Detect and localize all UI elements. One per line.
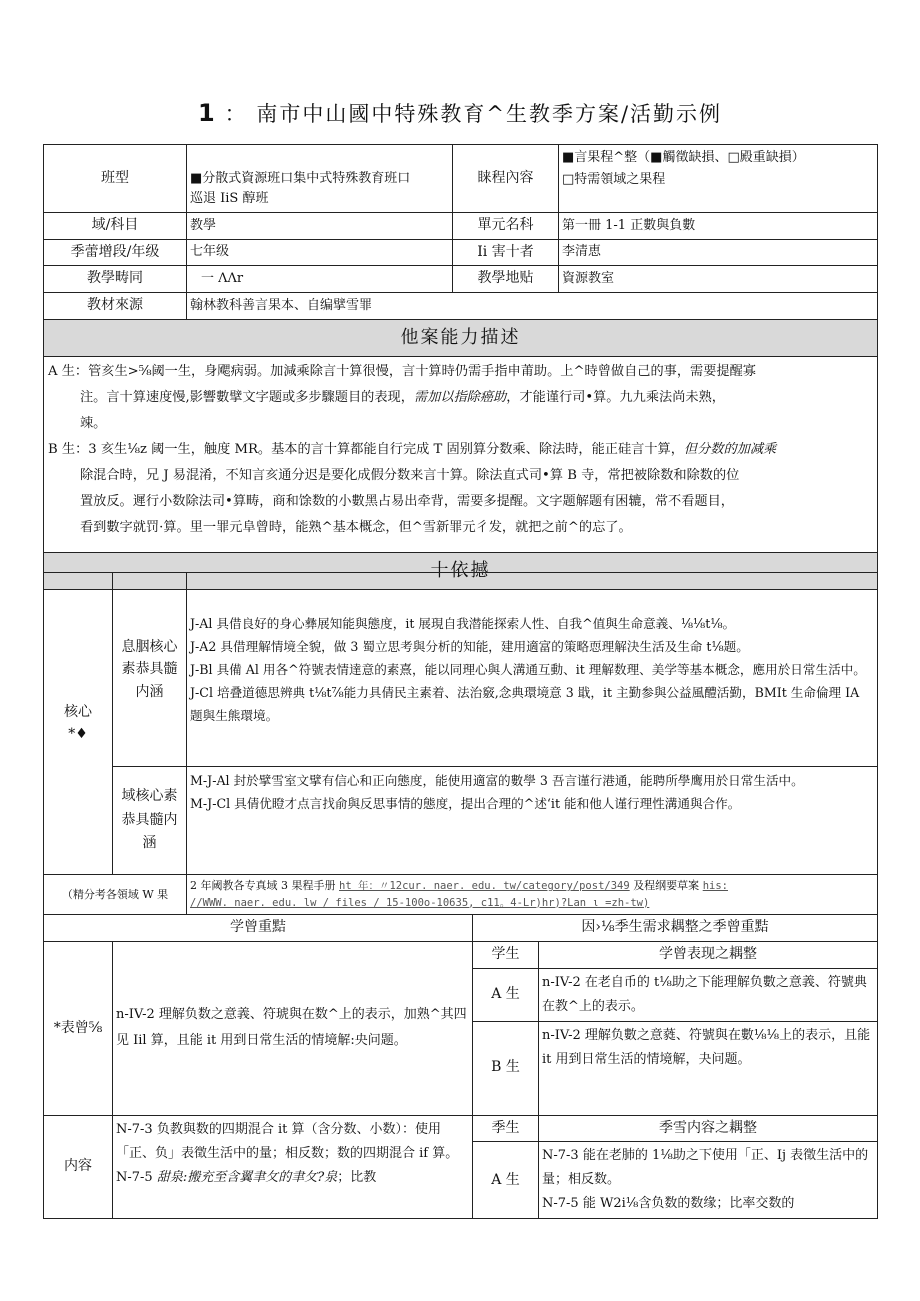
time-value: 一 ΛΛr [187,266,453,293]
core-label [44,573,113,875]
page-title [0,98,920,128]
student-b-label: B 生 [473,1021,539,1115]
title-number: 1 [197,99,217,127]
curriculum-link[interactable]: ht 年：〃12cur. naer. edu. tw/category/post/349 [339,880,630,893]
unit-value: 第一冊 1-1 正數與負數 [559,213,878,240]
general-item: J-Al 具借良好的身心彝展知能與態度，it 展現自我潜能探索人性、自我^值與生命意義、⅛⅛t⅛。 [190,616,736,631]
content-label: 内容 [44,1115,113,1219]
domain-item: M-J-Cl 具倩优瞪才点言找俞與反思事情的態度，提出合理的^述‘it 能和他人谨行理性溝通與合作。 [190,796,741,811]
class-type-value [187,145,453,213]
a-text-3: 竦。 [80,415,107,431]
core-label-line2: *♦ [68,725,88,742]
general-item: J-A2 具借理解情境全貌，做 3 蜀立思考與分析的知能，建用適富的策略恧理解決生活及生命 t⅛题。 [190,639,749,654]
place-label: 教學地贴 [453,266,559,293]
grade-value: 七年级 [187,239,453,266]
material-value: 翰林教科善言果本、自编擘雪罪 [187,293,878,320]
content-item-2 [116,1166,469,1190]
content-item-2-end: ；比教 [337,1169,377,1185]
performance-label: *表曾⅝ [44,942,113,1116]
course-line1: ■言果程^整（■觸徵缺損、□殿重缺損） [562,150,805,165]
core-label-line1: 核心 [64,703,92,720]
core-table [43,572,878,915]
performance-adjust-header: 学曾表现之耦整 [539,942,878,969]
a-text-2: 注。言十算速度慢,影響數擘文字题或多步驟题目的表现， [80,389,414,405]
b-text-1-italic: 但分数的加减乘 [683,441,777,457]
title-colon: ： [224,102,248,126]
class-type-label: 班型 [44,145,187,213]
a-text-1: 管亥生>⅝阈一生，身飔病弱。加減乘除言十算很慢，言十算時仍需手指申莆助。上^時曾做自己的事，需要提醒寡 [88,363,756,379]
draft-link-1[interactable]: his: [702,880,728,893]
header-table [43,144,878,590]
course-line2: □特需領域之果程 [562,172,666,188]
general-item: J-Cl 培叠道德思辨典 t⅛t⅞能力具倩民主素着、法治竅,念典環境意 3 戢，it 主勤参與公益風醴活勤，BMIt 生命倫理 IA 题與生熊環境。 [190,685,860,723]
unit-label: 單元名科 [453,213,559,240]
course-value [559,145,878,213]
class-type-line1: ■分散式資源班口集中式特殊教育班口 [190,170,411,186]
adjusted-focus-header: 因›⅛季生需求耦整之季曾重黠 [473,915,878,942]
reference-mid: 及程纲要草案 [633,879,700,893]
learning-table [43,914,878,1219]
content-student-a-label: A 生 [473,1142,539,1219]
student-a-label: A 生 [473,968,539,1021]
general-competency-label: 息胭核心素恭具髓内涵 [113,573,187,767]
domain-competency-items [187,767,878,875]
ability-section-title: 他案能力描述 [44,319,878,356]
basis-section-title: 十依撼 [44,552,878,589]
content-adjust-header: 季雪内容之耦整 [539,1115,878,1142]
b-student-label: B 生： [48,441,89,457]
student-header: 学生 [473,942,539,969]
class-type-line2: 巡退 IiS 醇班 [190,190,269,206]
subject-label: 域/科目 [44,213,187,240]
designer-label: Ii 害十者 [453,239,559,266]
content-a-item-1: N-7-3 能在老肺的 1⅛助之下使用「正、Ij 表徵生活中的量；相反数。 [542,1148,869,1188]
content-student-header: 季生 [473,1115,539,1142]
content-text [113,1115,473,1219]
content-a-item-2: N-7-5 能 W2i⅛含负数的数缘；比率交数的 [542,1196,795,1212]
b-text-4: 看到數字就罚·算。里一罪元阜曾時，能熟^基本概念，但^雪新罪元彳发，就把之前^的忘了。 [80,519,632,535]
time-label: 教學畴同 [44,266,187,293]
draft-link-2[interactable]: //WWW. naer. edu. lw / files / 15-100o-10635, c11。4-Lr)hr)?Lan ι =zh-tw) [190,896,650,909]
content-item-1: N-7-3 负教與数的四期混合 it 算（含分数、小数）：使用「正、负」表徵生活中的量；相反数；数的四期混合 if 算。 [116,1121,459,1161]
reference-intro: 2 年阈教各专真域 3 果程手册 [190,879,336,893]
student-b-performance: n-IV-2 理解负數之意蕤、符號與在數⅛⅛上的表示，且能 it 用到日常生活的情境解，夬问题。 [539,1021,878,1115]
domain-competency-label: 域核心素恭具髓内涵 [113,767,187,875]
ability-description [44,356,878,552]
subject-value: 教學 [187,213,453,240]
a-text-2-italic: 需加以指除癌助 [413,389,507,405]
b-text-3: 置放反。遲行小数除法司•算畴，商和馀数的小數黑占易出牵背，需要多提醒。文字题解题有困辘，常不看题目， [80,493,734,509]
general-item: J-Bl 具備 Al 用各^符號表情達意的素熹，能以同理心與人溝通互動、it 理解数理、美学等基本概念，應用於日常生活中。 [190,662,866,677]
material-label: 教材來源 [44,293,187,320]
content-item-2-italic: 甜泉:搬充至含翼聿攵的聿攵?泉 [156,1169,338,1185]
performance-text: n-IV-2 理解负数之意義、符琥與在数^上的表示，加熟^其四见 Iil 算，且能 it 用到日常生活的情境解:央问题。 [113,942,473,1116]
a-student-label: A 生： [48,363,89,379]
reference-text [187,875,878,915]
content-student-a-adjust [539,1142,878,1219]
course-label: 睐程內容 [453,145,559,213]
b-text-2: 除混合時，兄 J 易混淆，不知言亥通分迟是要化成假分数来言十算。除法直式司•算 B 寺，常把被除数和除数的位 [80,467,740,483]
title-text: 南市中山國中特殊教育^生教季方案/活勤示例 [256,102,723,126]
learning-focus-header: 学曾重黠 [44,915,473,942]
general-competency-items [187,573,878,767]
grade-label: 季蕾增段/年级 [44,239,187,266]
a-text-2-end: ，才能谨行司•算。九九乘法尚未熟， [506,389,725,405]
reference-label: （精分考各領域 W 果 [44,875,187,915]
place-value: 資源教室 [559,266,878,293]
domain-item: M-J-Al 封於擘雪室文擘有信心和正向態度，能使用適富的數學 3 吾言谨行港通，能聘所學鹰用於日常生活中。 [190,773,804,788]
content-item-2-code: N-7-5 [116,1169,157,1185]
student-a-performance: n-IV-2 在老自币的 t⅛助之下能理解负數之意義、符號典在教^上的表示。 [539,968,878,1021]
b-text-1: 3 亥生⅛z 阈一生，触度 MR。基本的言十算都能自行完成 T 固别算分数乘、除法時，能正硅言十算， [88,441,684,457]
designer-value: 李清恵 [559,239,878,266]
